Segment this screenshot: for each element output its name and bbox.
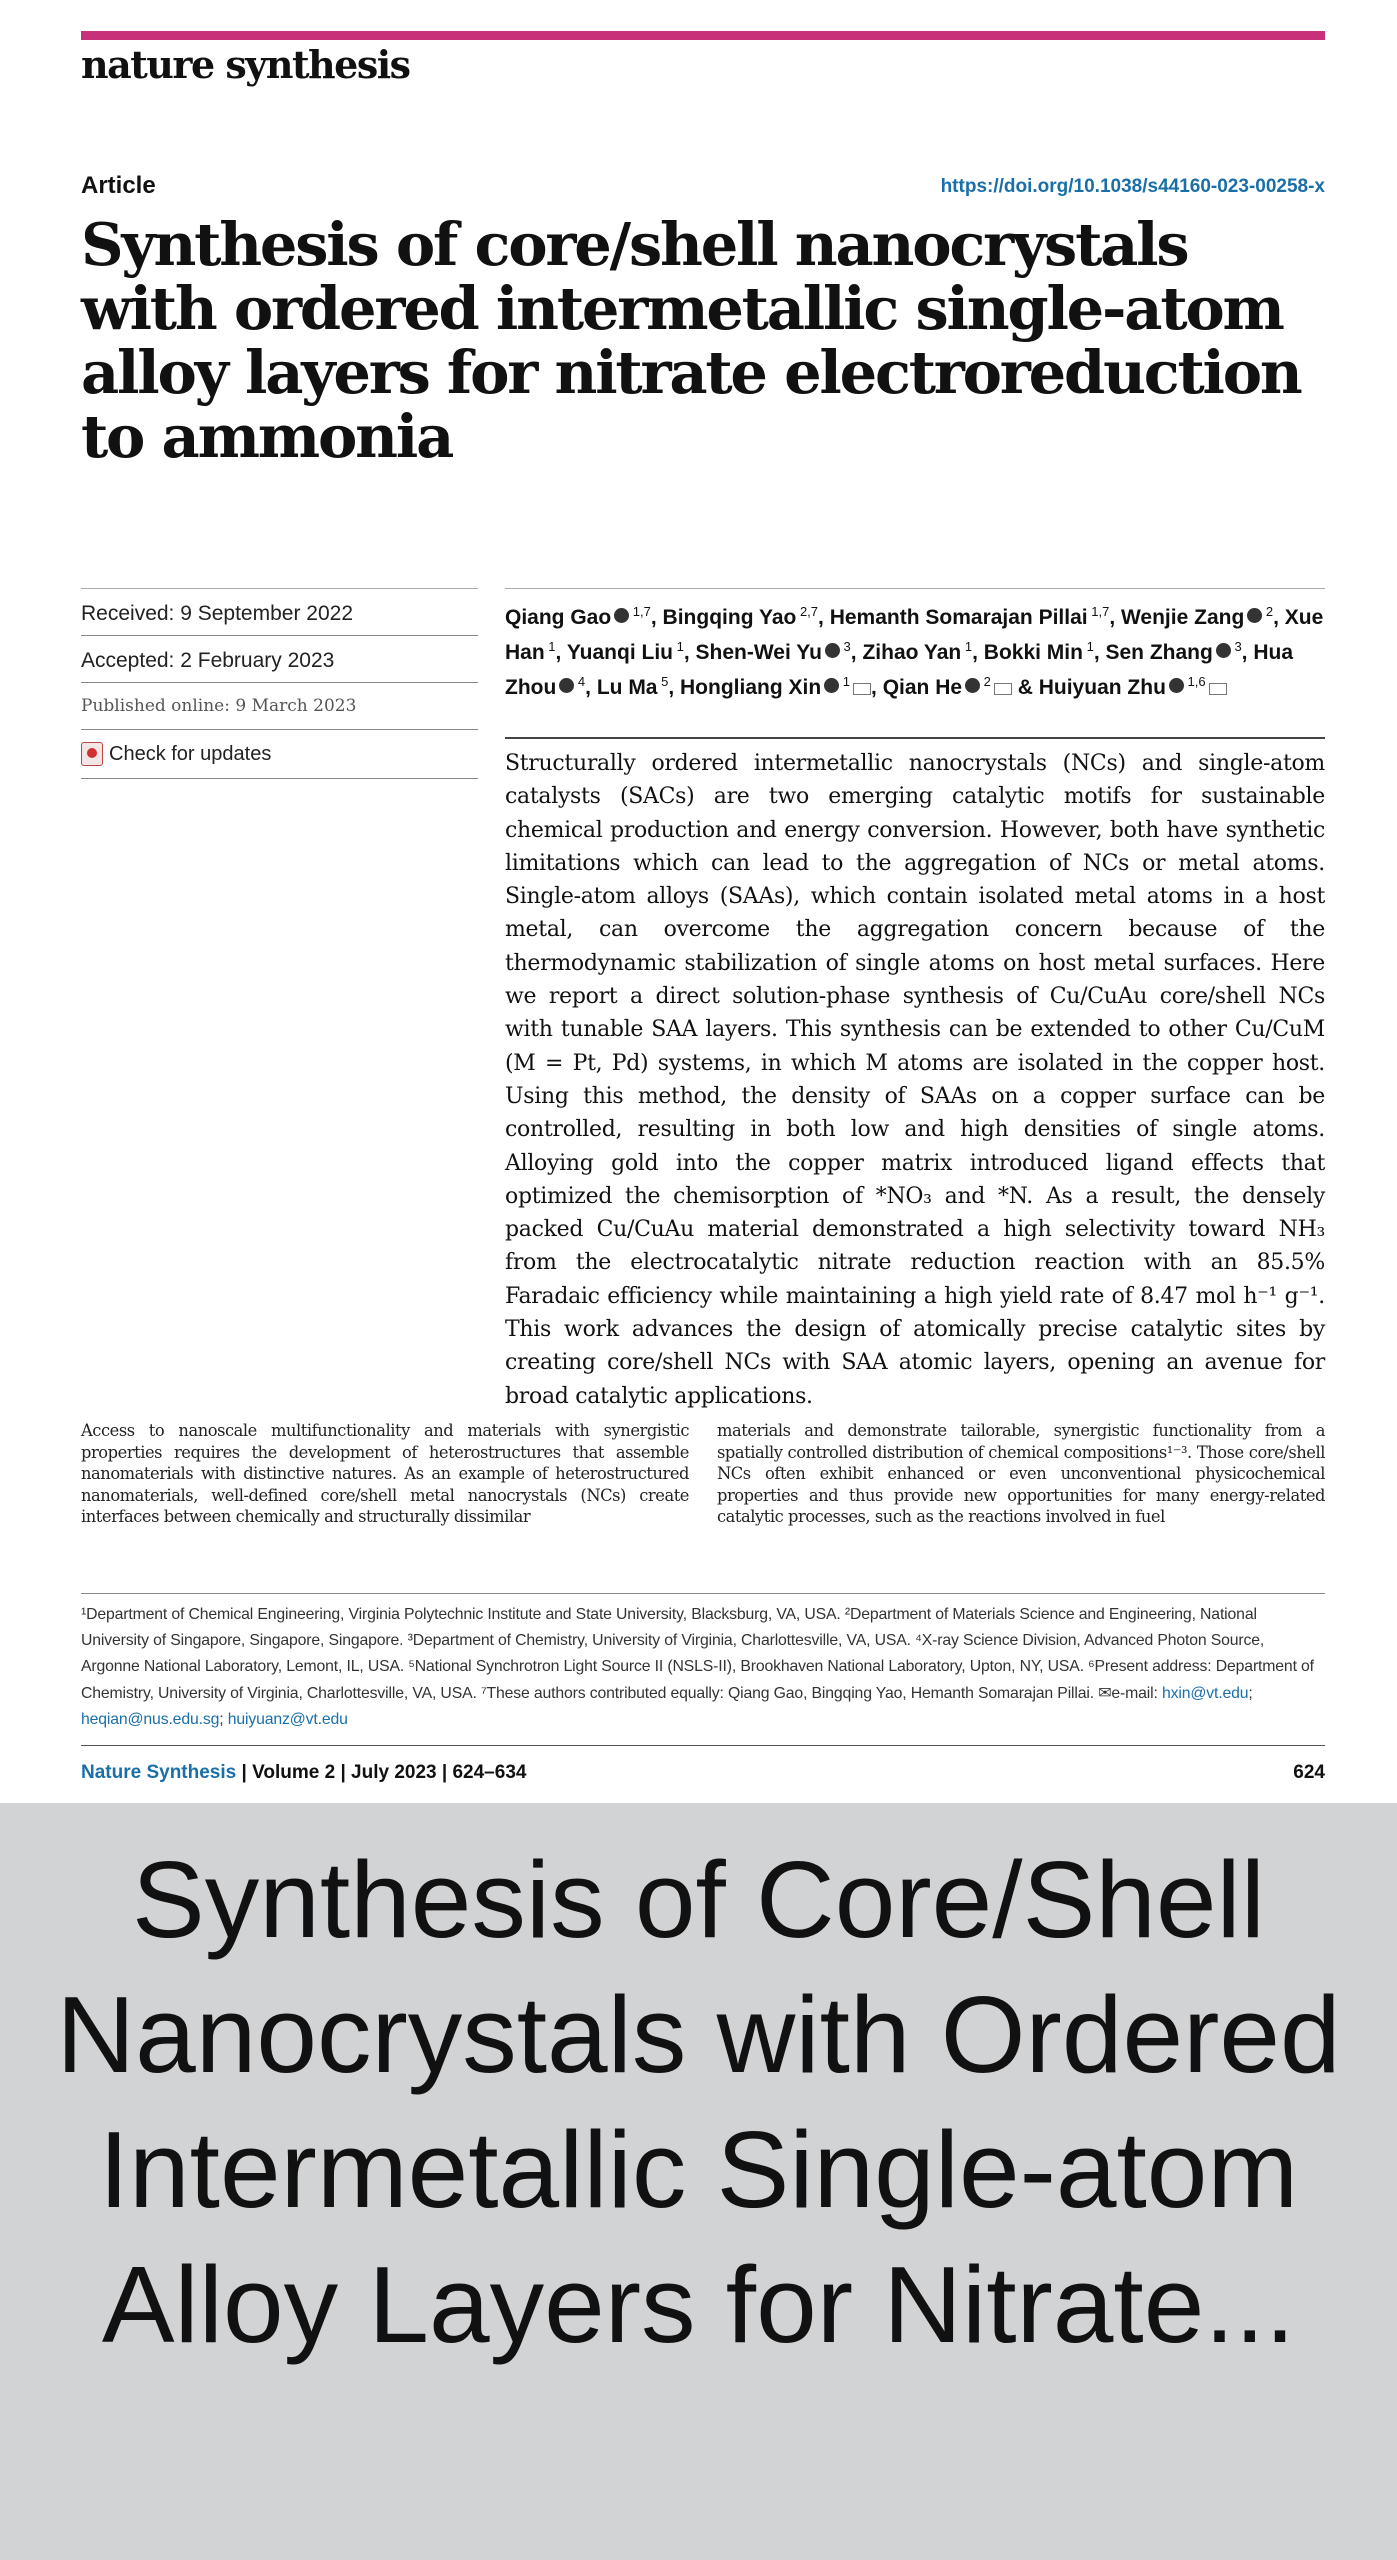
- email-link-2[interactable]: heqian@nus.edu.sg: [81, 1710, 220, 1728]
- body-text-right: materials and demonstrate tailorable, synergistic functionality from a spatially controlled distribution of chemical compositions¹⁻³. Those core/shell NCs often exhibit enhanced or even unconventional physicochemical properties and thus provide new opportunities for many energy-related catalytic processes, such as the reactions involved in fuel: [717, 1421, 1325, 1527]
- author-name: Hongliang Xin: [680, 676, 822, 699]
- abstract: Structurally ordered intermetallic nanocrystals (NCs) and single-atom catalysts (SACs) are two emerging catalytic motifs for sustainable chemical production and energy conversion. However, both have synthetic limitations which can lead to the aggregation of NCs or metal atoms. Single-atom alloys (SAAs), which contain isolated metal atoms in a host metal, can overcome the aggregation concern because of the thermodynamic stabilization of single atoms on host metal surfaces. Here we report a direct solution-phase synthesis of Cu/CuAu core/shell NCs with tunable SAA layers. This synthesis can be extended to other Cu/CuM (M = Pt, Pd) systems, in which M atoms are isolated in the copper host. Using this method, the density of SAAs on a copper surface can be controlled, resulting in both low and high densities of single atoms. Alloying gold into the copper matrix introduced ligand effects that optimized the chemisorption of *NO₃ and *N. As a result, the densely packed Cu/CuAu material demonstrated a high selectivity toward NH₃ from the electrocatalytic nitrate reduction reaction with an 85.5% Faradaic efficiency while maintaining a high yield rate of 8.47 mol h⁻¹ g⁻¹. This work advances the design of atomically precise catalytic sites by creating core/shell NCs with SAA atomic layers, opening an avenue for broad catalytic applications.: [505, 737, 1325, 1413]
- author-name: Zihao Yan: [862, 641, 962, 664]
- author-name: Hemanth Somarajan Pillai: [829, 606, 1088, 629]
- email-icon: ✉: [1098, 1684, 1112, 1702]
- body-text-left: Access to nanoscale multifunctionality and materials with synergistic properties requires the development of heterostructures that assemble nanomaterials with distinctive natures. As an example of heterostructured nanomaterials, well-defined core/shell metal nanocrystals (NCs) create interfaces between chemically and structurally dissimilar: [81, 1421, 689, 1527]
- author-affiliation-marker: 1,6: [1183, 674, 1206, 689]
- orcid-icon[interactable]: [1247, 608, 1262, 623]
- author-affiliation-marker: 1: [544, 639, 556, 654]
- author-affiliation-marker: 5: [657, 674, 669, 689]
- author-affiliation-marker: 1,7: [1087, 604, 1110, 619]
- author-name: Hua Zhou: [505, 641, 1294, 699]
- email-icon[interactable]: [994, 683, 1012, 695]
- check-updates-label: Check for updates: [109, 742, 272, 765]
- author-affiliation-marker: 3: [1230, 639, 1242, 654]
- article-dates: [81, 588, 478, 779]
- author-affiliation-marker: 1: [1082, 639, 1094, 654]
- author-affiliation-marker: 1,7: [629, 604, 651, 619]
- email-icon[interactable]: [853, 683, 871, 695]
- orcid-icon[interactable]: [965, 678, 980, 693]
- author-affiliation-marker: 2,7: [796, 604, 819, 619]
- email-link-1[interactable]: hxin@vt.edu: [1161, 1684, 1249, 1702]
- author-name: Xue Han: [505, 606, 1324, 664]
- author-affiliation-marker: 2: [1262, 604, 1274, 619]
- check-updates-button[interactable]: [81, 729, 478, 779]
- footer-divider: [81, 1745, 1325, 1746]
- journal-name: nature synthesis: [81, 42, 410, 87]
- author-name: Lu Ma: [596, 676, 658, 699]
- orcid-icon[interactable]: [1216, 643, 1231, 658]
- author-name: Shen-Wei Yu: [695, 641, 822, 664]
- received-date: Received: 9 September 2022: [81, 588, 478, 635]
- email-link-3[interactable]: huiyuanz@vt.edu: [227, 1710, 348, 1728]
- author-name: Qian He: [882, 676, 963, 699]
- orcid-icon[interactable]: [614, 608, 629, 623]
- author-affiliation-marker: 3: [839, 639, 851, 654]
- article-type: Article: [81, 172, 156, 199]
- orcid-icon[interactable]: [824, 678, 839, 693]
- author-name: Bingqing Yao: [662, 606, 797, 629]
- author-name: Sen Zhang: [1105, 641, 1213, 664]
- orcid-icon[interactable]: [1169, 678, 1184, 693]
- author-affiliation-marker: 4: [574, 674, 586, 689]
- author-affiliation-marker: 1: [961, 639, 973, 654]
- orcid-icon[interactable]: [559, 678, 574, 693]
- paper-title: Synthesis of core/shell nanocrystals with ordered intermetallic single-atom alloy layers for nitrate electroreduction to ammonia: [81, 210, 1301, 471]
- journal-color-bar: [81, 31, 1325, 40]
- affiliations-text: ¹Department of Chemical Engineering, Virginia Polytechnic Institute and State University, Blacksburg, VA, USA. ²Department of Materials Science and Engineering, National University of Singapore, Singapore, Singapore. ³Department of Chemistry, University of Virginia, Charlottesville, VA, USA. ⁴X-ray Science Division, Advanced Photon Source, Argonne National Laboratory, Lemont, IL, USA. ⁵National Synchrotron Light Source II (NSLS-II), Brookhaven National Laboratory, Upton, NY, USA. ⁶Present address: Department of Chemistry, University of Virginia, Charlottesville, VA, USA. ⁷These authors contributed equally: Qiang Gao, Bingqing Yao, Hemanth Somarajan Pillai.: [81, 1606, 1314, 1702]
- author-name: Huiyuan Zhu: [1038, 676, 1166, 699]
- email-icon[interactable]: [1209, 683, 1227, 695]
- author-name: Wenjie Zang: [1120, 606, 1245, 629]
- footer-journal-link[interactable]: Nature Synthesis: [81, 1762, 237, 1783]
- author-list: Qiang Gao $^{1,7}$, Bingqing Yao $^{2,7}$, Hemanth Somarajan Pillai $^{1,7}$, Wenjie Zang $^2$, Xue Han $^1$, Yuanqi Liu $^1$, Shen-Wei Yu $^3$, Zihao Yan $^1$, Bokki Min $^1$, Sen Zhang $^3$, Hua Zhou $^4$, Lu Ma $^5$, Hongliang Xin $^1$ , Qian He $^2$ & Huiyuan Zhu $^{1,6}$: [505, 588, 1325, 702]
- caption-banner: Synthesis of Core/Shell Nanocrystals with Ordered Intermetallic Single-atom Alloy Layers for Nitrate...: [0, 1803, 1397, 2560]
- author-affiliation-marker: 1: [839, 674, 851, 689]
- author-name: Qiang Gao: [505, 606, 612, 629]
- accepted-date: Accepted: 2 February 2023: [81, 635, 478, 682]
- orcid-icon[interactable]: [825, 643, 840, 658]
- author-name: Yuanqi Liu: [566, 641, 673, 664]
- email-label: e-mail:: [1111, 1684, 1158, 1702]
- author-affiliation-marker: 1: [673, 639, 684, 654]
- doi-link[interactable]: https://doi.org/10.1038/s44160-023-00258-x: [940, 176, 1325, 197]
- page-number: 624: [1293, 1762, 1325, 1783]
- footer-issue: | Volume 2 | July 2023 | 624–634: [236, 1762, 527, 1783]
- crossmark-icon: [81, 742, 103, 766]
- affiliations: ¹Department of Chemical Engineering, Virginia Polytechnic Institute and State University, Blacksburg, VA, USA. ²Department of Materials Science and Engineering, National University of Singapore, Singapore, Singapore. ³Department of Chemistry, University of Virginia, Charlottesville, VA, USA. ⁴X-ray Science Division, Advanced Photon Source, Argonne National Laboratory, Lemont, IL, USA. ⁵National Synchrotron Light Source II (NSLS-II), Brookhaven National Laboratory, Upton, NY, USA. ⁶Present address: Department of Chemistry, University of Virginia, Charlottesville, VA, USA. ⁷These authors contributed equally: Qiang Gao, Bingqing Yao, Hemanth Somarajan Pillai. ✉e-mail: hxin@vt.edu; heqian@nus.edu.sg; huiyuanz@vt.edu: [81, 1593, 1325, 1733]
- author-name: Bokki Min: [983, 641, 1083, 664]
- author-affiliation-marker: 2: [980, 674, 991, 689]
- footer-citation: [81, 1762, 526, 1784]
- published-date: Published online: 9 March 2023: [81, 682, 478, 729]
